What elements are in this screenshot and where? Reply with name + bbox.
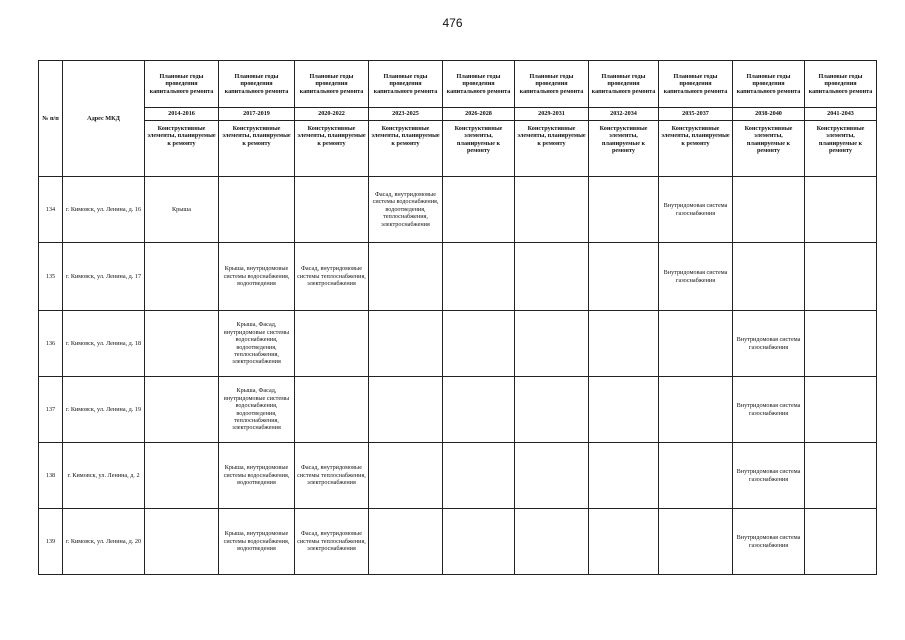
table-row — [39, 377, 877, 443]
row-cell-elements: Внутридомовая система газоснабжения — [733, 377, 805, 443]
row-address: г. Кимовск, ул. Ленина, д. 19 — [63, 377, 145, 443]
header-year-range: 2014-2016 — [145, 108, 219, 121]
row-cell-elements — [733, 177, 805, 243]
row-cell-elements — [369, 443, 443, 509]
header-elements-label: Конструктивные элементы, планируемые к ремонту — [589, 121, 659, 177]
header-year-range: 2017-2019 — [219, 108, 295, 121]
row-number: 135 — [39, 243, 63, 311]
row-cell-elements — [145, 509, 219, 575]
header-elements-label: Конструктивные элементы, планируемые к ремонту — [295, 121, 369, 177]
header-year-range: 2026-2028 — [443, 108, 515, 121]
row-cell-elements — [659, 311, 733, 377]
row-cell-elements — [589, 377, 659, 443]
row-cell-elements — [443, 177, 515, 243]
table-body — [39, 177, 877, 575]
row-cell-elements: Фасад, внутридомовые системы водоснабжения, водоотведения, теплоснабжения, электроснабжения — [369, 177, 443, 243]
header-year-range: 2029-2031 — [515, 108, 589, 121]
row-cell-elements: Крыша — [145, 177, 219, 243]
row-cell-elements — [515, 443, 589, 509]
row-cell-elements — [805, 177, 877, 243]
row-cell-elements — [369, 243, 443, 311]
row-cell-elements — [805, 243, 877, 311]
header-year-range: 2023-2025 — [369, 108, 443, 121]
header-year-range: 2032-2034 — [589, 108, 659, 121]
header-elements-row — [39, 121, 877, 177]
row-number: 137 — [39, 377, 63, 443]
row-number: 136 — [39, 311, 63, 377]
header-elements-label: Конструктивные элементы, планируемые к ремонту — [443, 121, 515, 177]
row-cell-elements: Внутридомовая система газоснабжения — [659, 177, 733, 243]
row-cell-elements — [145, 311, 219, 377]
row-cell-elements — [145, 243, 219, 311]
page-number: 476 — [442, 16, 463, 30]
row-number: 134 — [39, 177, 63, 243]
header-year-range: 2020-2022 — [295, 108, 369, 121]
header-plan-label: Плановые годы проведения капитального ремонта — [659, 61, 733, 108]
row-cell-elements — [515, 509, 589, 575]
header-plan-row — [39, 61, 877, 108]
header-elements-label: Конструктивные элементы, планируемые к ремонту — [515, 121, 589, 177]
table-row — [39, 243, 877, 311]
row-number: 139 — [39, 509, 63, 575]
header-num: № п/п — [39, 61, 63, 177]
row-cell-elements — [589, 509, 659, 575]
row-cell-elements — [145, 377, 219, 443]
row-cell-elements — [659, 443, 733, 509]
header-plan-label: Плановые годы проведения капитального ремонта — [733, 61, 805, 108]
row-cell-elements — [515, 377, 589, 443]
table-row — [39, 443, 877, 509]
header-elements-label: Конструктивные элементы, планируемые к ремонту — [369, 121, 443, 177]
row-cell-elements: Крыша, внутридомовые системы водоснабжения, водоотведения — [219, 509, 295, 575]
header-plan-label: Плановые годы проведения капитального ремонта — [443, 61, 515, 108]
row-cell-elements — [515, 177, 589, 243]
row-cell-elements — [369, 509, 443, 575]
header-plan-label: Плановые годы проведения капитального ремонта — [589, 61, 659, 108]
row-address: г. Кимовск, ул. Ленина, д. 17 — [63, 243, 145, 311]
header-year-range: 2041-2043 — [805, 108, 877, 121]
row-cell-elements: Внутридомовая система газоснабжения — [733, 311, 805, 377]
table-row — [39, 177, 877, 243]
row-cell-elements: Внутридомовая система газоснабжения — [733, 509, 805, 575]
header-plan-label: Плановые годы проведения капитального ремонта — [515, 61, 589, 108]
header-elements-label: Конструктивные элементы, планируемые к ремонту — [659, 121, 733, 177]
row-cell-elements — [659, 509, 733, 575]
row-cell-elements — [443, 509, 515, 575]
row-cell-elements: Внутридомовая система газоснабжения — [733, 443, 805, 509]
row-cell-elements: Фасад, внутридомовые системы теплоснабжения, электроснабжения — [295, 509, 369, 575]
header-plan-label: Плановые годы проведения капитального ремонта — [295, 61, 369, 108]
header-elements-label: Конструктивные элементы, планируемые к ремонту — [805, 121, 877, 177]
row-cell-elements — [515, 243, 589, 311]
row-cell-elements — [589, 243, 659, 311]
row-cell-elements: Крыша, Фасад, внутридомовые системы водоснабжения, водоотведения, теплоснабжения, электроснабжения — [219, 377, 295, 443]
row-address: г. Кимовск, ул. Ленина, д. 20 — [63, 509, 145, 575]
row-cell-elements: Фасад, внутридомовые системы теплоснабжения, электроснабжения — [295, 443, 369, 509]
row-cell-elements — [805, 311, 877, 377]
header-plan-label: Плановые годы проведения капитального ремонта — [219, 61, 295, 108]
row-cell-elements — [295, 377, 369, 443]
row-cell-elements: Крыша, внутридомовые системы водоснабжения, водоотведения — [219, 443, 295, 509]
header-year-range: 2035-2037 — [659, 108, 733, 121]
row-address: г. Кимовск, ул. Ленина, д. 2 — [63, 443, 145, 509]
row-number: 138 — [39, 443, 63, 509]
header-plan-label: Плановые годы проведения капитального ремонта — [805, 61, 877, 108]
row-cell-elements: Внутридомовая система газоснабжения — [659, 243, 733, 311]
header-year-range: 2038-2040 — [733, 108, 805, 121]
header-address: Адрес МКД — [63, 61, 145, 177]
row-cell-elements: Крыша, Фасад, внутридомовые системы водоснабжения, водоотведения, теплоснабжения, электроснабжения — [219, 311, 295, 377]
table-row — [39, 311, 877, 377]
row-cell-elements — [443, 243, 515, 311]
row-cell-elements — [145, 443, 219, 509]
header-elements-label: Конструктивные элементы, планируемые к ремонту — [219, 121, 295, 177]
row-cell-elements — [589, 177, 659, 243]
row-cell-elements — [805, 377, 877, 443]
row-cell-elements — [219, 177, 295, 243]
row-address: г. Кимовск, ул. Ленина, д. 18 — [63, 311, 145, 377]
repair-schedule-table — [38, 60, 877, 575]
row-cell-elements — [515, 311, 589, 377]
row-cell-elements — [443, 311, 515, 377]
row-cell-elements: Крыша, внутридомовые системы водоснабжения, водоотведения — [219, 243, 295, 311]
row-cell-elements — [733, 243, 805, 311]
row-cell-elements — [443, 377, 515, 443]
row-cell-elements: Фасад, внутридомовые системы теплоснабжения, электроснабжения — [295, 243, 369, 311]
row-cell-elements — [659, 377, 733, 443]
row-cell-elements — [589, 443, 659, 509]
header-plan-label: Плановые годы проведения капитального ремонта — [369, 61, 443, 108]
header-elements-label: Конструктивные элементы, планируемые к ремонту — [733, 121, 805, 177]
header-years-row — [39, 108, 877, 121]
table-row — [39, 509, 877, 575]
row-cell-elements — [589, 311, 659, 377]
row-cell-elements — [805, 443, 877, 509]
header-elements-label: Конструктивные элементы, планируемые к ремонту — [145, 121, 219, 177]
row-address: г. Кимовск, ул. Ленина, д. 16 — [63, 177, 145, 243]
row-cell-elements — [443, 443, 515, 509]
row-cell-elements — [369, 377, 443, 443]
row-cell-elements — [295, 177, 369, 243]
row-cell-elements — [369, 311, 443, 377]
row-cell-elements — [295, 311, 369, 377]
header-plan-label: Плановые годы проведения капитального ремонта — [145, 61, 219, 108]
row-cell-elements — [805, 509, 877, 575]
